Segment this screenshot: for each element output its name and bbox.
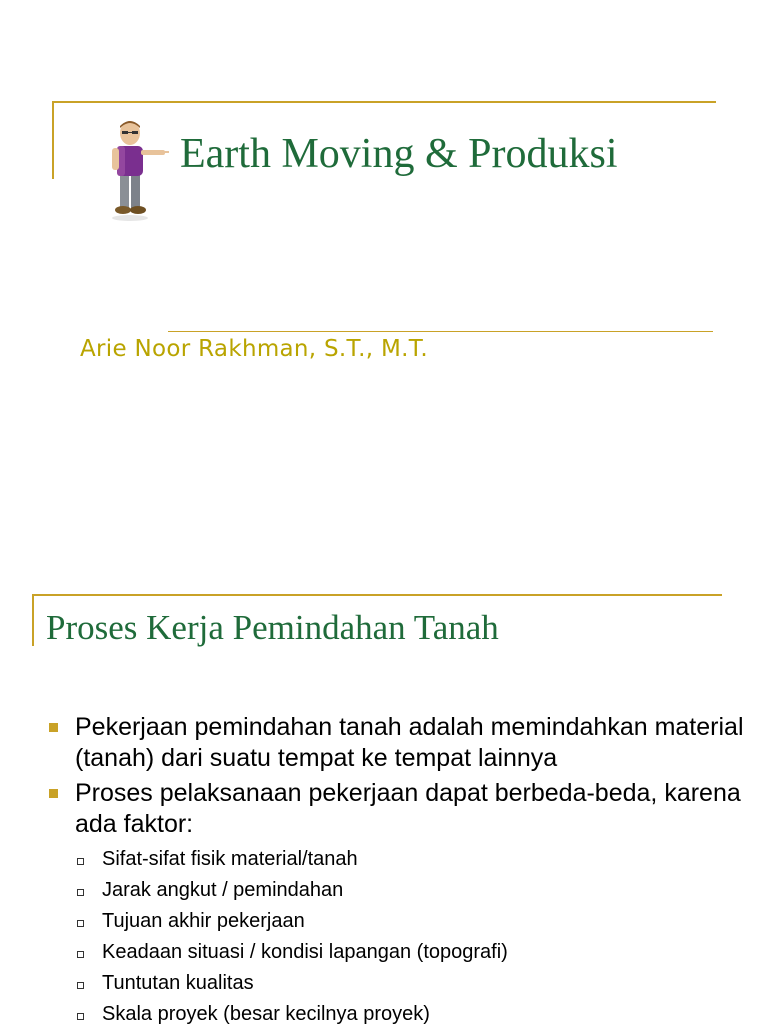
bullet-text: Proses pelaksanaan pekerjaan dapat berbeda-beda, karena ada faktor: [75, 779, 741, 838]
top-rule [52, 101, 716, 103]
author-name: Arie Noor Rakhman, S.T., M.T. [80, 336, 428, 362]
sub-bullet-list [75, 844, 748, 1030]
left-rule [32, 594, 34, 646]
sub-bullet-item: Keadaan situasi / kondisi lapangan (topografi) [75, 937, 748, 968]
sub-bullet-item: Tujuan akhir pekerjaan [75, 906, 748, 937]
left-rule [52, 101, 54, 179]
content-slide [0, 576, 768, 1024]
bullet-item [48, 712, 748, 774]
sub-bullet-item: Tuntutan kualitas [75, 968, 748, 999]
subtitle-rule [168, 331, 713, 332]
bullet-item [48, 778, 748, 1030]
pointing-man-icon [102, 118, 170, 222]
slide-title: Proses Kerja Pemindahan Tanah [46, 608, 499, 647]
sub-bullet-item: Skala proyek (besar kecilnya proyek) [75, 999, 748, 1030]
bullet-text: Pekerjaan pemindahan tanah adalah memindahkan material (tanah) dari suatu tempat ke tempat lainnya [75, 713, 744, 772]
sub-bullet-item: Sifat-sifat fisik material/tanah [75, 844, 748, 875]
bullet-list [48, 712, 748, 1034]
sub-bullet-item: Jarak angkut / pemindahan [75, 875, 748, 906]
slide-title: Earth Moving & Produksi [180, 131, 618, 177]
top-rule [32, 594, 722, 596]
